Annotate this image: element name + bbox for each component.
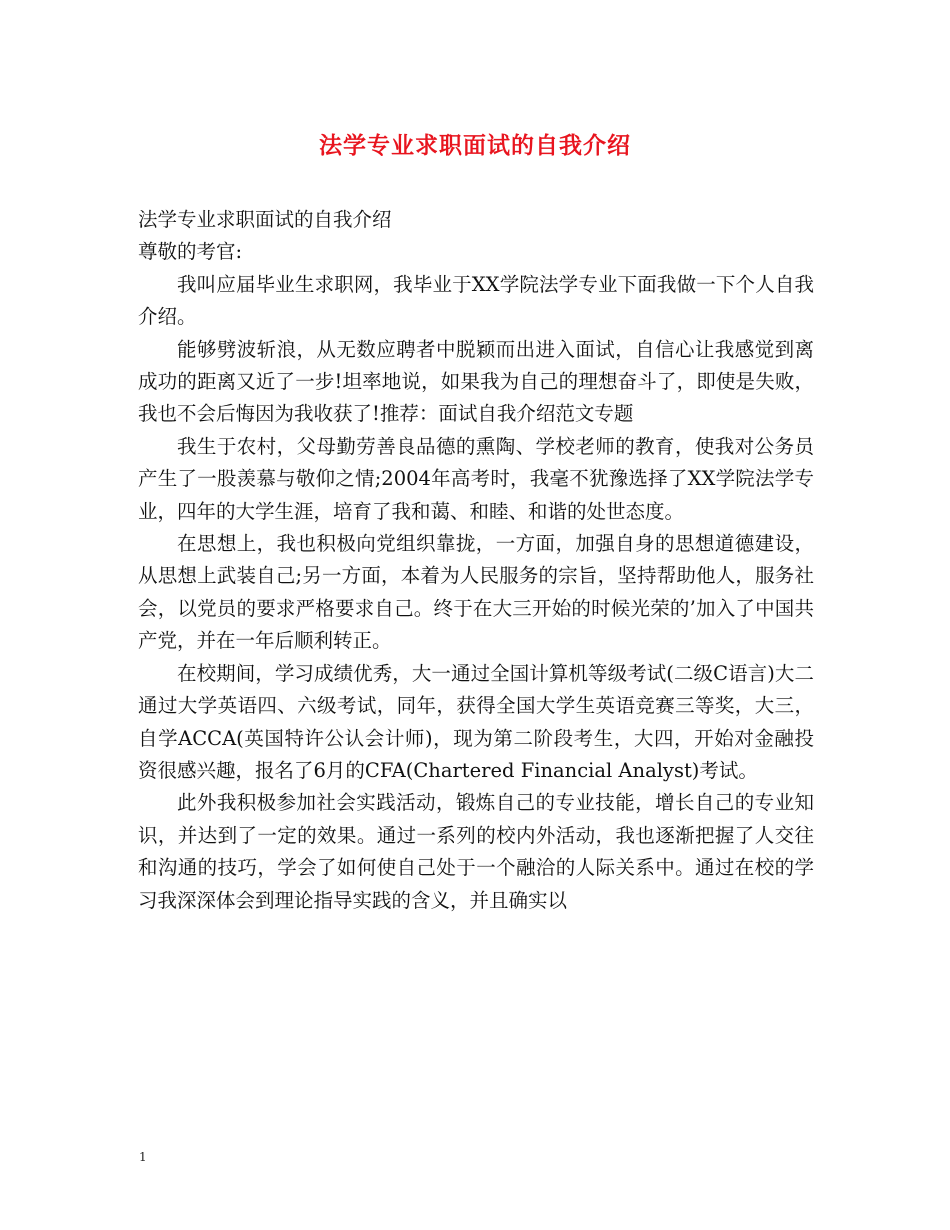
document-title: 法学专业求职面试的自我介绍 bbox=[319, 132, 631, 159]
subtitle-line: 法学专业求职面试的自我介绍 bbox=[138, 208, 392, 231]
paragraph-study: 在校期间，学习成绩优秀，大一通过全国计算机等级考试(二级C语言)大二通过大学英语四、六级考试，同年，获得全国大学生英语竞赛三等奖，大三，自学ACCA(英国特许公认会计师)，现为第二阶段考生，大四，开始对金融投资很感兴趣，报名了6月的CFA(Chartered Financial Analyst)考试。 bbox=[138, 661, 814, 782]
paragraph-practice: 此外我积极参加社会实践活动，锻炼自己的专业技能，增长自己的专业知识，并达到了一定的效果。通过一系列的校内外活动，我也逐渐把握了人交往和沟通的技巧，学会了如何使自己处于一个融洽的人际关系中。通过在校的学习我深深体会到理论指导实践的含义，并且确实以 bbox=[138, 791, 814, 912]
document-body bbox=[138, 204, 814, 917]
paragraph-ideology: 在思想上，我也积极向党组织靠拢，一方面，加强自身的思想道德建设，从思想上武装自己;另一方面，本着为人民服务的宗旨，坚持帮助他人，服务社会，以党员的要求严格要求自己。终于在大三开始的时候光荣的’加入了中国共产党，并在一年后顺利转正。 bbox=[138, 532, 814, 653]
paragraph-background: 我生于农村，父母勤劳善良品德的熏陶、学校老师的教育，使我对公务员产生了一股羡慕与敬仰之情;2004年高考时，我毫不犹豫选择了XX学院法学专业，四年的大学生涯，培育了我和蔼、和睦、和谐的处世态度。 bbox=[138, 434, 814, 523]
paragraph-intro: 我叫应届毕业生求职网，我毕业于XX学院法学专业下面我做一下个人自我介绍。 bbox=[138, 272, 814, 329]
greeting-line: 尊敬的考官: bbox=[138, 240, 243, 264]
page-number: 1 bbox=[139, 1150, 147, 1164]
paragraph-confidence: 能够劈波斩浪，从无数应聘者中脱颖而出进入面试，自信心让我感觉到离成功的距离又近了一步!坦率地说，如果我为自己的理想奋斗了，即使是失败，我也不会后悔因为我收获了!推荐：面试自我介绍范文专题 bbox=[138, 337, 814, 426]
